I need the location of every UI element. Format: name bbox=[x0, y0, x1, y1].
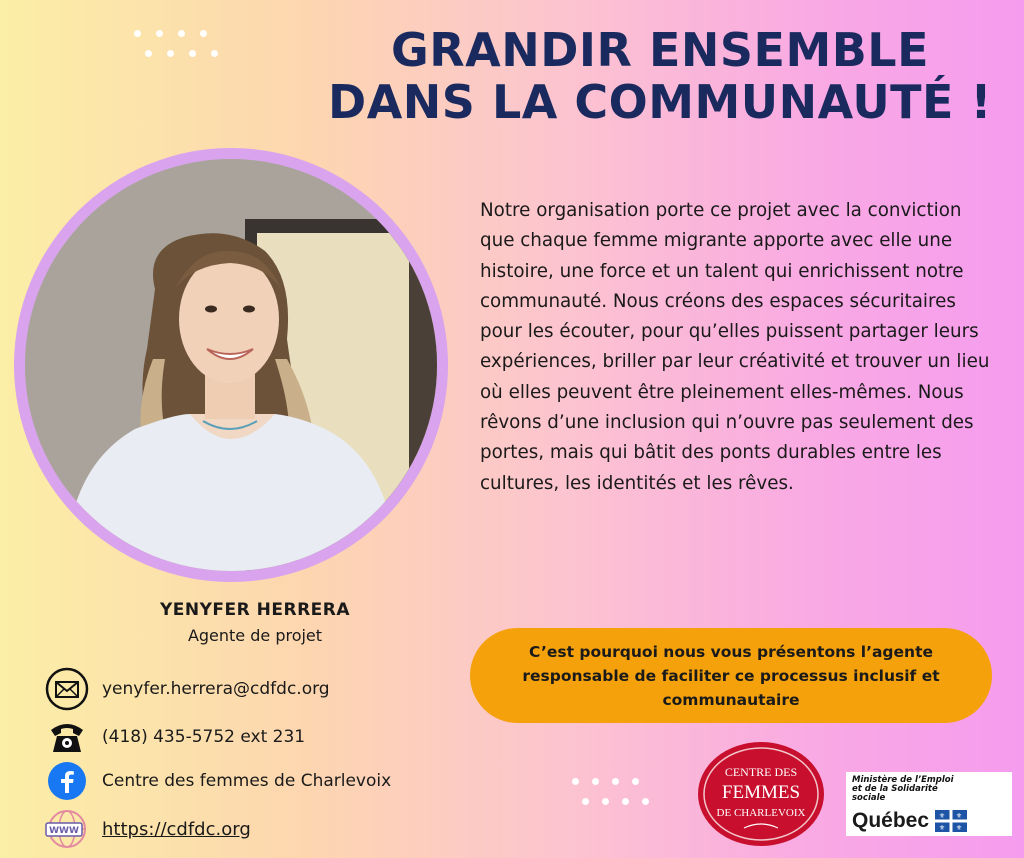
facebook-link[interactable]: Centre des femmes de Charlevoix bbox=[102, 771, 392, 791]
svg-text:⚜: ⚜ bbox=[955, 812, 963, 820]
person-name: YENYFER HERRERA bbox=[159, 600, 351, 620]
phone-number[interactable]: (418) 435-5752 ext 231 bbox=[102, 727, 306, 747]
page-title bbox=[300, 24, 1020, 128]
cta-banner bbox=[470, 628, 992, 723]
decorative-dots-top bbox=[134, 30, 254, 60]
quebec-wordmark: Québec bbox=[852, 809, 930, 832]
svg-text:WWW: WWW bbox=[49, 826, 79, 836]
telephone-icon bbox=[44, 714, 90, 760]
ministry-name: Ministère de l’Emploi et de la Solidarité sociale bbox=[852, 775, 954, 803]
portrait-photo bbox=[25, 159, 437, 571]
email-link[interactable]: yenyfer.herrera@cdfdc.org bbox=[102, 679, 330, 699]
decorative-dots-bottom bbox=[572, 778, 672, 808]
website-link[interactable]: https://cdfdc.org bbox=[102, 818, 251, 840]
title-line-1: GRANDIR ENSEMBLE bbox=[390, 23, 930, 77]
portrait-frame bbox=[14, 148, 448, 582]
facebook-icon bbox=[44, 758, 90, 804]
title-line-2: DANS LA COMMUNAUTÉ ! bbox=[328, 75, 992, 129]
envelope-icon bbox=[44, 666, 90, 712]
quebec-ministry-logo bbox=[846, 772, 1012, 836]
quebec-flag-icon bbox=[935, 810, 967, 832]
cdf-logo-line-1: CENTRE DES bbox=[724, 765, 798, 779]
contact-facebook[interactable] bbox=[44, 758, 391, 804]
cdf-logo-line-3: DE CHARLEVOIX bbox=[716, 807, 806, 819]
contact-email[interactable] bbox=[44, 666, 330, 712]
svg-text:⚜: ⚜ bbox=[938, 824, 946, 832]
cdf-logo-line-2: FEMMES bbox=[721, 782, 801, 803]
centre-des-femmes-logo bbox=[696, 740, 826, 848]
contact-phone[interactable] bbox=[44, 714, 305, 760]
svg-text:⚜: ⚜ bbox=[955, 824, 963, 832]
cta-text: C’est pourquoi nous vous présentons l’agente responsable de faciliter ce processus inclusif et communautaire bbox=[522, 642, 940, 709]
svg-text:⚜: ⚜ bbox=[938, 812, 946, 820]
person-role: Agente de projet bbox=[187, 626, 323, 645]
portrait-illustration bbox=[25, 159, 437, 571]
contact-website[interactable] bbox=[44, 806, 251, 852]
www-icon bbox=[44, 806, 90, 852]
description-paragraph: Notre organisation porte ce projet avec la conviction que chaque femme migrante apporte avec elle une histoire, une force et un talent qui enrichissent notre communauté. Nous créons des espaces sécuritaires pour les écouter, pour qu’elles puissent partager leurs expériences, briller par leur créativité et trouver un lieu où elles peuvent être pleinement elles-mêmes. Nous rêvons d’une inclusion qui n’ouvre pas seulement des portes, mais qui bâtit des ponts durables entre les cultures, les identités et les rêves. bbox=[480, 200, 990, 494]
